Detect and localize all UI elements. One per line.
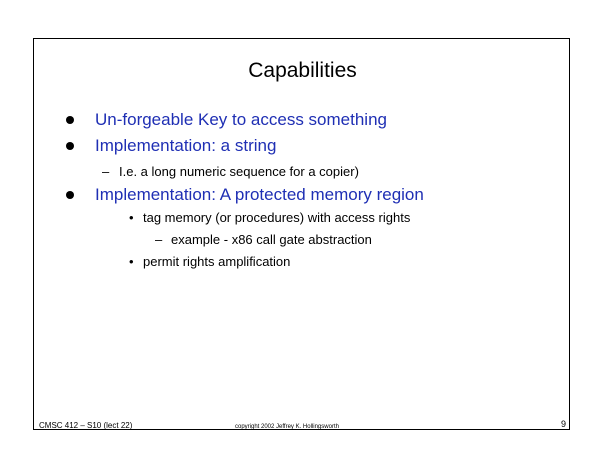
slide-title: Capabilities: [248, 59, 357, 82]
bullet-text: Implementation: a string: [95, 136, 277, 155]
bullet-text: Implementation: A protected memory region: [95, 185, 424, 204]
footer-course: CMSC 412 – S10 (lect 22): [39, 421, 133, 430]
bullet-dot-icon: [66, 142, 74, 150]
sub-bullet-text: permit rights amplification: [143, 254, 291, 269]
dot-marker-icon: •: [129, 254, 134, 269]
dash-marker-icon: –: [102, 164, 110, 179]
page-number: 9: [561, 419, 567, 429]
dot-marker-icon: •: [129, 210, 134, 225]
sub-bullet-text: tag memory (or procedures) with access rights: [143, 210, 411, 225]
bullet-text: Un-forgeable Key to access something: [95, 110, 387, 129]
dash-marker-icon: –: [155, 232, 163, 247]
sub-bullet-text: I.e. a long numeric sequence for a copier): [119, 164, 359, 179]
bullet-dot-icon: [66, 191, 74, 199]
sub-bullet-text: example - x86 call gate abstraction: [171, 232, 372, 247]
bullet-dot-icon: [66, 116, 74, 124]
footer-copyright: copyright 2002 Jeffrey K. Hollingsworth: [235, 424, 339, 430]
